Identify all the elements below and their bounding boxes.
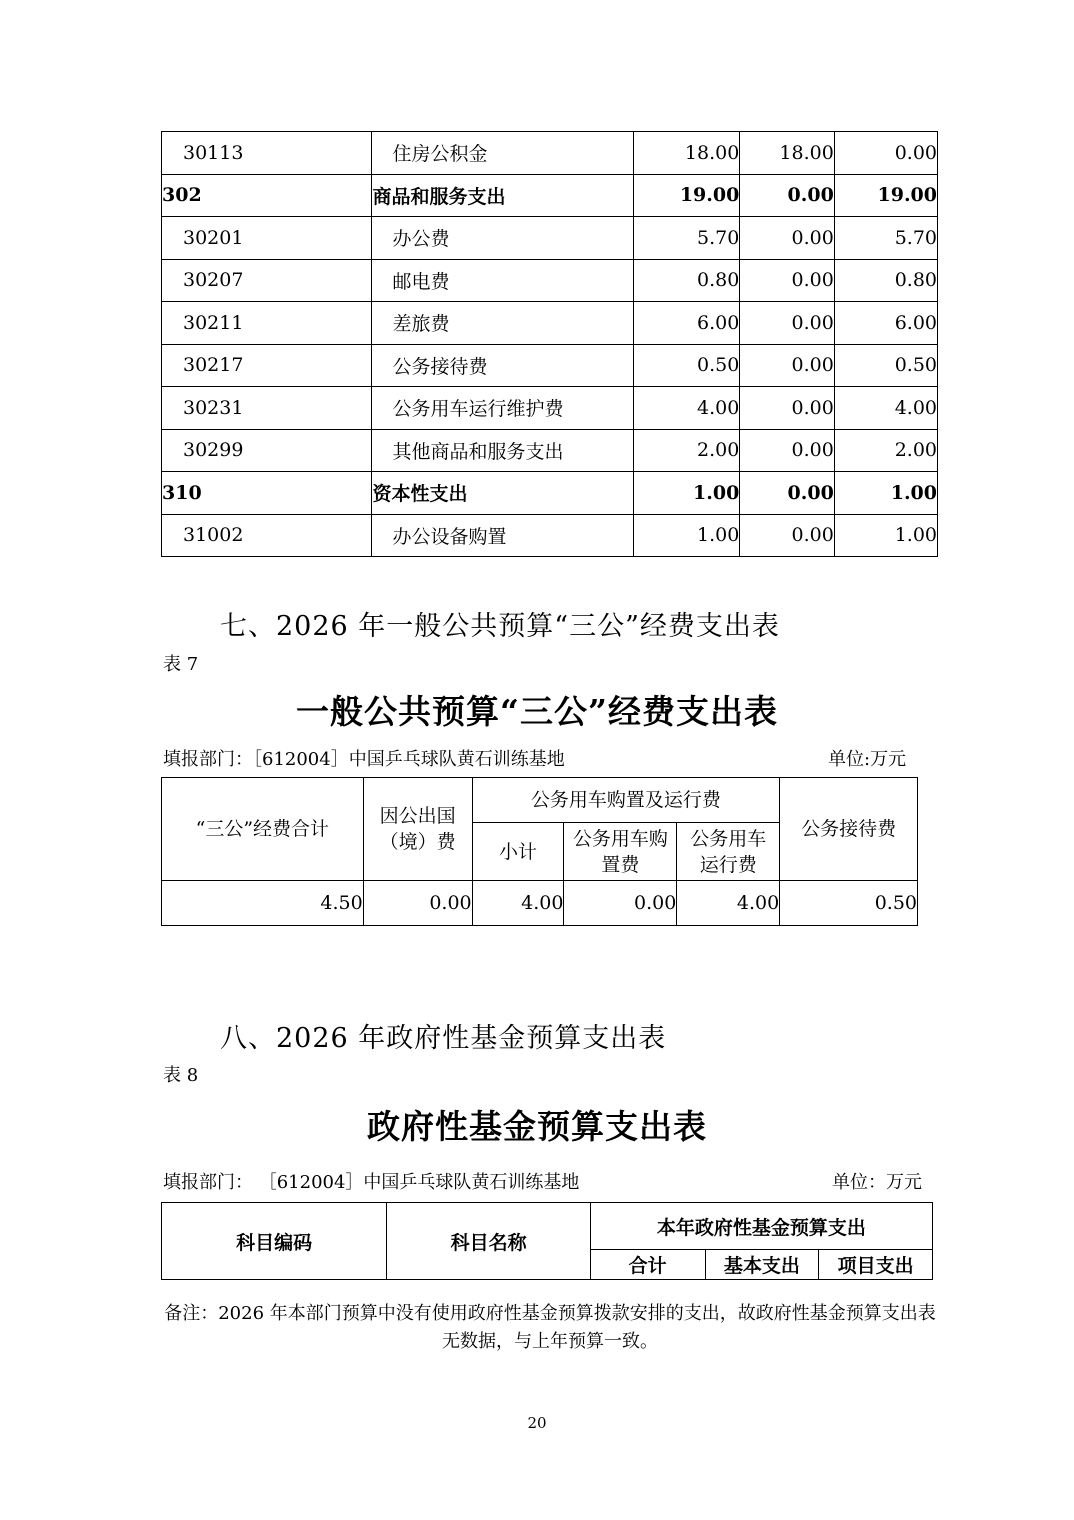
row-code: 30231	[162, 387, 372, 430]
table7-label: 表 7	[163, 654, 199, 675]
table7-unit: 单位:万元	[828, 749, 907, 770]
row-total: 1.00	[633, 472, 740, 515]
table-row	[162, 387, 938, 430]
row-name: 其他商品和服务支出	[372, 429, 633, 472]
value-vehicle-purchase: 0.00	[564, 881, 677, 926]
table-row	[162, 217, 938, 260]
row-code: 30299	[162, 429, 372, 472]
header-vehicle-group: 公务用车购置及运行费	[472, 778, 780, 823]
row-project: 5.70	[834, 217, 937, 260]
row-basic: 0.00	[740, 217, 834, 260]
value-reception: 0.50	[780, 881, 918, 926]
table-row	[162, 174, 938, 217]
table7-department: 填报部门：［612004］中国乒乓球队黄石训练基地	[163, 749, 565, 770]
row-name: 商品和服务支出	[372, 174, 633, 217]
header-vehicle-purchase: 公务用车购置费	[564, 823, 677, 881]
row-total: 4.00	[633, 387, 740, 430]
row-code: 30201	[162, 217, 372, 260]
row-project: 19.00	[834, 174, 937, 217]
row-project: 2.00	[834, 429, 937, 472]
row-code: 31002	[162, 514, 372, 557]
table-row	[162, 302, 938, 345]
header-reception: 公务接待费	[780, 778, 918, 881]
row-total: 19.00	[633, 174, 740, 217]
row-total: 1.00	[633, 514, 740, 557]
row-total: 2.00	[633, 429, 740, 472]
table-row	[162, 429, 938, 472]
row-project: 0.80	[834, 259, 937, 302]
row-project: 4.00	[834, 387, 937, 430]
row-total: 5.70	[633, 217, 740, 260]
table-row	[162, 472, 938, 515]
section8-heading: 八、2026 年政府性基金预算支出表	[220, 1023, 667, 1054]
row-basic: 0.00	[740, 387, 834, 430]
row-name: 差旅费	[372, 302, 633, 345]
row-code: 310	[162, 472, 372, 515]
value-subtotal: 4.00	[472, 881, 564, 926]
table-row	[162, 514, 938, 557]
row-total: 18.00	[633, 132, 740, 175]
row-total: 0.50	[633, 344, 740, 387]
row-name: 公务接待费	[372, 344, 633, 387]
header-fund-group: 本年政府性基金预算支出	[590, 1203, 932, 1250]
value-vehicle-operation: 4.00	[677, 881, 780, 926]
row-basic: 0.00	[740, 472, 834, 515]
row-basic: 0.00	[740, 344, 834, 387]
table7-title: 一般公共预算“三公”经费支出表	[296, 692, 778, 731]
row-project: 6.00	[834, 302, 937, 345]
header-subtotal: 小计	[472, 823, 564, 881]
table6-continuation	[161, 131, 938, 557]
row-name: 资本性支出	[372, 472, 633, 515]
header-fund-total: 合计	[590, 1250, 705, 1280]
row-name: 办公费	[372, 217, 633, 260]
section7-heading: 七、2026 年一般公共预算“三公”经费支出表	[220, 611, 780, 642]
row-basic: 0.00	[740, 259, 834, 302]
row-basic: 0.00	[740, 429, 834, 472]
row-project: 0.00	[834, 132, 937, 175]
header-code: 科目编码	[162, 1203, 387, 1280]
page-number: 20	[527, 1414, 547, 1432]
table-row	[162, 259, 938, 302]
value-total: 4.50	[162, 881, 364, 926]
table8-government-fund	[161, 1202, 933, 1280]
header-total: “三公”经费合计	[162, 778, 364, 881]
header-abroad: 因公出国（境）费	[363, 778, 472, 881]
table8-unit: 单位：万元	[832, 1172, 922, 1193]
row-basic: 0.00	[740, 174, 834, 217]
row-name: 邮电费	[372, 259, 633, 302]
row-basic: 18.00	[740, 132, 834, 175]
row-project: 1.00	[834, 514, 937, 557]
table8-title: 政府性基金预算支出表	[367, 1107, 707, 1146]
header-name: 科目名称	[387, 1203, 590, 1280]
header-fund-basic: 基本支出	[705, 1250, 819, 1280]
row-code: 30211	[162, 302, 372, 345]
table-row	[162, 132, 938, 175]
row-project: 1.00	[834, 472, 937, 515]
row-code: 30113	[162, 132, 372, 175]
table7-three-public-expenses	[161, 777, 918, 926]
row-name: 办公设备购置	[372, 514, 633, 557]
row-basic: 0.00	[740, 302, 834, 345]
table8-note: 备注：2026 年本部门预算中没有使用政府性基金预算拨款安排的支出，故政府性基金预算支出表无数据，与上年预算一致。	[164, 1303, 936, 1352]
row-code: 30217	[162, 344, 372, 387]
value-abroad: 0.00	[363, 881, 472, 926]
row-code: 302	[162, 174, 372, 217]
row-code: 30207	[162, 259, 372, 302]
header-vehicle-operation: 公务用车运行费	[677, 823, 780, 881]
row-name: 住房公积金	[372, 132, 633, 175]
row-total: 6.00	[633, 302, 740, 345]
row-name: 公务用车运行维护费	[372, 387, 633, 430]
row-project: 0.50	[834, 344, 937, 387]
header-fund-project: 项目支出	[819, 1250, 933, 1280]
table-row	[162, 344, 938, 387]
row-total: 0.80	[633, 259, 740, 302]
table8-label: 表 8	[163, 1065, 199, 1086]
table8-department: 填报部门： ［612004］中国乒乓球队黄石训练基地	[163, 1172, 580, 1193]
row-basic: 0.00	[740, 514, 834, 557]
